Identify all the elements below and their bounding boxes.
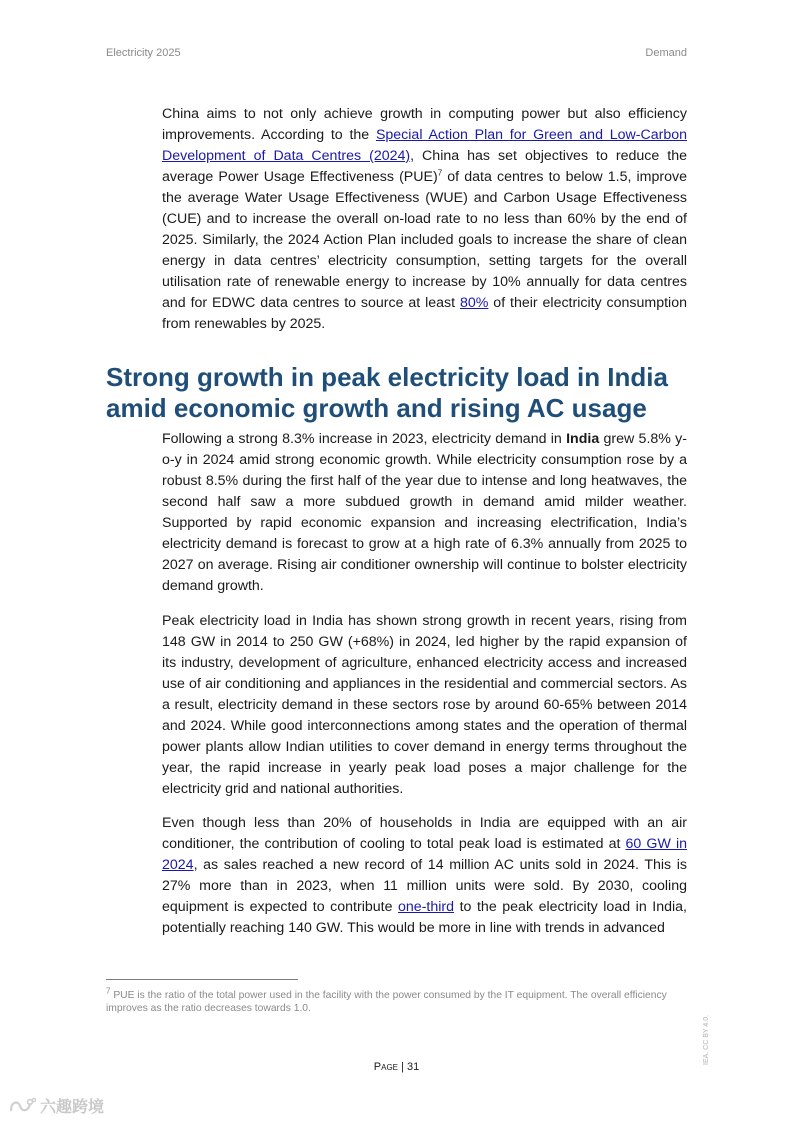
link-60gw[interactable]: 60 GW in 2024 <box>162 836 687 873</box>
text-run: Following a strong 8.3% increase in 2023, electricity demand in <box>162 431 567 447</box>
text-run: grew 5.8% y-o-y in 2024 amid strong economic growth. While electricity consumption rose by a robust 8.5% during the first half of the year due to intense and long heatwaves, the second half saw a more subdued growth in demand amid milder weather. Supported by rapid economic expansion and increasing electrification, India’s electricity demand is forecast to grow at a high rate of 6.3% annually from 2025 to 2027 on average. Rising air conditioner ownership will continue to bolster electricity demand growth. <box>162 431 687 594</box>
paragraph-india-demand <box>162 429 687 597</box>
page-number <box>0 1061 793 1073</box>
link-one-third[interactable]: one-third <box>398 899 455 915</box>
bold-term: India <box>566 431 600 447</box>
text-run: , China has set objectives to reduce the average Power Usage Effectiveness (PUE) <box>162 148 687 185</box>
running-header-title: Electricity 2025 <box>106 47 181 59</box>
section-heading: Strong growth in peak electricity load in India amid economic growth and rising AC usage <box>106 362 668 423</box>
license-credit: IEA. CC BY 4.0. <box>703 1014 710 1065</box>
watermark-text: 六趣跨境 <box>40 1099 105 1116</box>
footnote <box>106 986 687 1015</box>
page-label: Page <box>373 1061 398 1073</box>
watermark-logo-icon <box>8 1096 36 1116</box>
paragraph-india-peak-load: Peak electricity load in India has shown strong growth in recent years, rising from 148 GW in 2014 to 250 GW (+68%) in 2024, led higher by the rapid expansion of its industry, development of agriculture, enhanced electricity access and increased use of air conditioning and appliances in the residential and commercial sectors. As a result, electricity demand in these sectors rose by around 60-65% between 2014 and 2024. While good interconnections among states and the operation of thermal power plants allow Indian utilities to cover demand in energy terms throughout the year, the rapid increase in yearly peak load poses a major challenge for the electricity grid and national authorities. <box>162 613 687 797</box>
text-run: , as sales reached a new record of 14 million AC units sold in 2024. This is 27% more than in 2023, when 11 million units were sold. By 2030, cooling equipment is expected to contribute <box>162 857 687 915</box>
text-run: of data centres to below 1.5, improve the average Water Usage Effectiveness (WUE) and Carbon Usage Effectiveness (CUE) and to increase the overall on-load rate to no less than 60% by the end of 2025. Similarly, the 2024 Action Plan included goals to increase the share of clean energy in data centres’ electricity consumption, setting targets for the overall utilisation rate of renewable energy to increase by 10% annually for data centres and for EDWC data centres to source at least <box>162 169 687 311</box>
page-separator: | <box>398 1061 407 1073</box>
footnote-text: PUE is the ratio of the total power used in the facility with the power consumed by the IT equipment. The overall efficiency improves as the ratio decreases towards 1.0. <box>106 990 667 1014</box>
footnote-ref[interactable]: 7 <box>437 168 443 178</box>
paragraph-india-cooling <box>162 813 687 939</box>
link-special-action-plan[interactable]: Special Action Plan for Green and Low-Carbon Development of Data Centres (2024) <box>162 127 687 164</box>
footnote-divider <box>106 979 298 980</box>
link-80-percent[interactable]: 80% <box>460 295 489 311</box>
text-run: Even though less than 20% of households in India are equipped with an air conditioner, the contribution of cooling to total peak load is estimated at <box>162 815 687 852</box>
text-run: of their electricity consumption from renewables by 2025. <box>162 295 687 332</box>
text-run: to the peak electricity load in India, potentially reaching 140 GW. This would be more in line with trends in advanced <box>162 899 687 936</box>
running-header-section: Demand <box>645 47 687 59</box>
footnote-number: 7 <box>106 986 111 996</box>
paragraph-china <box>162 104 687 335</box>
watermark <box>8 1094 104 1117</box>
page-number-value: 31 <box>406 1061 420 1073</box>
text-run: China aims to not only achieve growth in computing power but also efficiency improvements. According to the <box>162 106 687 143</box>
